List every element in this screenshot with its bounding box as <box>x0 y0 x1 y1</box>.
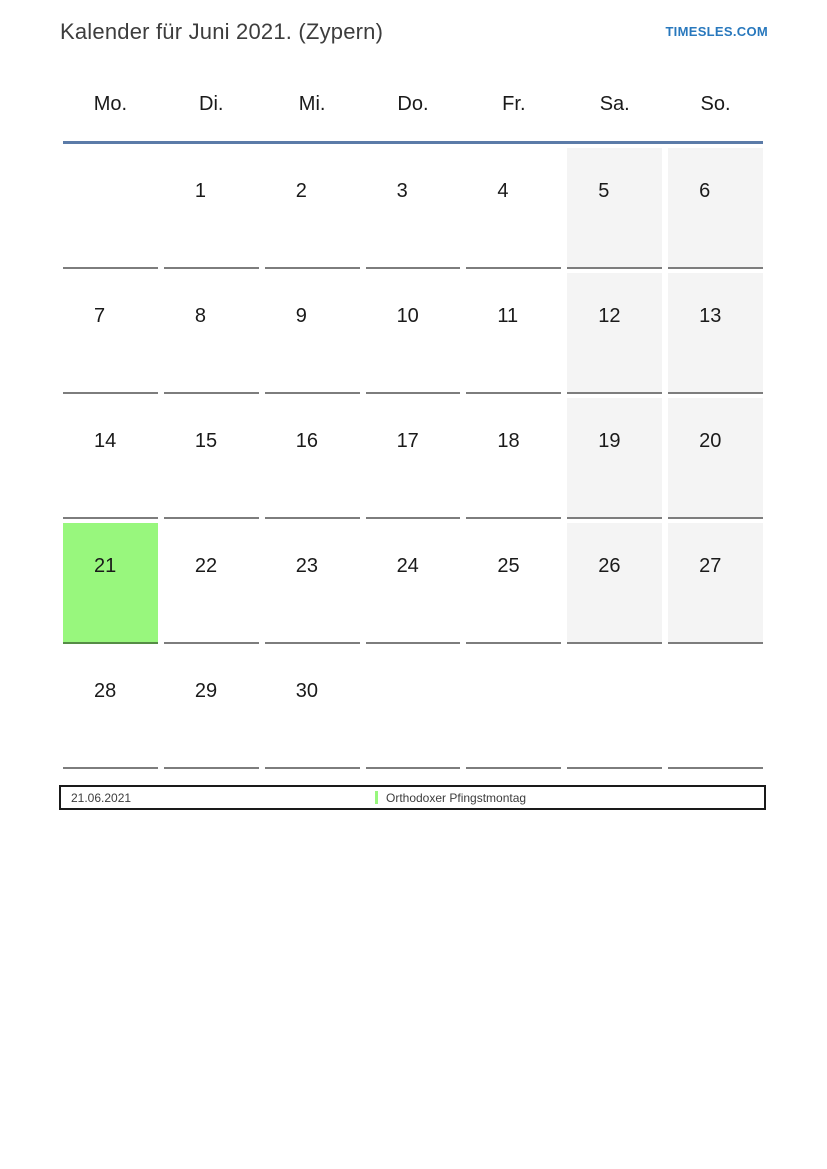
calendar-weeks <box>63 144 763 769</box>
day-cell-fill <box>567 273 662 394</box>
day-number: 17 <box>396 430 419 452</box>
day-cell-fill <box>265 398 360 519</box>
weekday-header-fr: Fr. <box>502 93 526 115</box>
day-cell-fill <box>466 398 561 519</box>
day-number: 5 <box>598 180 610 202</box>
day-number: 24 <box>396 555 419 577</box>
day-number: 30 <box>295 680 318 702</box>
day-number: 7 <box>94 305 106 327</box>
day-cell-fill <box>164 148 259 269</box>
day-cell-fill <box>265 148 360 269</box>
day-number: 11 <box>497 305 519 327</box>
day-cell-fill <box>366 523 461 644</box>
event-marker-icon <box>375 791 378 804</box>
day-cell-7 <box>63 269 158 394</box>
day-number: 29 <box>194 680 218 702</box>
day-cell-21 <box>63 519 158 644</box>
day-cell-fill <box>164 398 259 519</box>
day-cell-fill <box>567 523 662 644</box>
day-cell-14 <box>63 394 158 519</box>
week-row <box>63 269 763 394</box>
day-cell-empty <box>466 644 561 769</box>
day-cell-empty <box>668 644 763 769</box>
day-number: 1 <box>194 180 206 202</box>
weekday-header-sa: Sa. <box>599 93 630 115</box>
day-cell-12 <box>567 269 662 394</box>
day-cell-fill <box>567 648 662 769</box>
day-cell-fill <box>63 273 158 394</box>
day-cell-fill <box>63 148 158 269</box>
day-cell-fill <box>265 648 360 769</box>
day-cell-16 <box>265 394 360 519</box>
day-cell-2 <box>265 144 360 269</box>
day-cell-fill <box>164 273 259 394</box>
day-cell-fill <box>164 648 259 769</box>
day-number: 2 <box>295 180 307 202</box>
day-cell-3 <box>366 144 461 269</box>
day-cell-fill <box>567 398 662 519</box>
day-cell-1 <box>164 144 259 269</box>
day-number: 20 <box>699 430 722 452</box>
week-row <box>63 519 763 644</box>
day-cell-18 <box>466 394 561 519</box>
day-number: 26 <box>598 555 621 577</box>
day-number: 16 <box>295 430 318 452</box>
holiday-date: 21.06.2021 <box>71 790 132 805</box>
day-cell-5 <box>567 144 662 269</box>
day-cell-fill <box>366 273 461 394</box>
day-number: 19 <box>598 430 621 452</box>
day-cell-fill <box>668 398 763 519</box>
day-number: 28 <box>94 680 117 702</box>
day-number: 6 <box>699 180 711 202</box>
weekday-header-do: Do. <box>397 93 429 115</box>
day-cell-23 <box>265 519 360 644</box>
day-cell-fill <box>164 523 259 644</box>
day-cell-fill <box>366 398 461 519</box>
day-cell-fill <box>466 148 561 269</box>
weekday-header-mo: Mo. <box>93 93 128 115</box>
day-number: 3 <box>396 180 408 202</box>
day-number: 27 <box>699 555 722 577</box>
day-cell-fill <box>668 523 763 644</box>
day-number: 22 <box>194 555 218 577</box>
day-cell-27 <box>668 519 763 644</box>
day-cell-fill <box>466 523 561 644</box>
day-cell-30 <box>265 644 360 769</box>
day-cell-4 <box>466 144 561 269</box>
day-cell-22 <box>164 519 259 644</box>
day-number: 9 <box>295 305 307 327</box>
week-row <box>63 394 763 519</box>
day-cell-fill <box>366 648 461 769</box>
week-row <box>63 144 763 269</box>
day-cell-fill <box>366 148 461 269</box>
day-cell-empty <box>63 144 158 269</box>
brand-link[interactable]: TIMESLES.COM <box>665 24 768 39</box>
day-cell-fill <box>63 398 158 519</box>
day-number: 13 <box>699 305 722 327</box>
day-cell-fill <box>63 648 158 769</box>
day-cell-8 <box>164 269 259 394</box>
day-cell-19 <box>567 394 662 519</box>
day-cell-fill <box>567 148 662 269</box>
day-cell-13 <box>668 269 763 394</box>
weekday-header-row <box>63 85 763 144</box>
calendar-grid <box>63 85 763 769</box>
day-cell-17 <box>366 394 461 519</box>
day-number: 14 <box>94 430 117 452</box>
day-cell-empty <box>366 644 461 769</box>
day-cell-20 <box>668 394 763 519</box>
day-cell-15 <box>164 394 259 519</box>
day-cell-11 <box>466 269 561 394</box>
day-number: 12 <box>598 305 621 327</box>
day-number: 21 <box>94 555 117 577</box>
week-row <box>63 644 763 769</box>
day-cell-6 <box>668 144 763 269</box>
weekday-header-so: So. <box>700 93 731 115</box>
day-cell-fill <box>668 148 763 269</box>
day-cell-fill <box>466 648 561 769</box>
day-cell-25 <box>466 519 561 644</box>
day-cell-empty <box>567 644 662 769</box>
day-cell-26 <box>567 519 662 644</box>
day-number: 25 <box>497 555 520 577</box>
page-title: Kalender für Juni 2021. (Zypern) <box>60 19 384 44</box>
day-number: 18 <box>497 430 520 452</box>
day-cell-28 <box>63 644 158 769</box>
day-cell-fill <box>466 273 561 394</box>
day-number: 4 <box>497 180 509 202</box>
day-cell-9 <box>265 269 360 394</box>
day-cell-29 <box>164 644 259 769</box>
day-number: 8 <box>194 305 206 327</box>
day-cell-fill <box>63 523 158 644</box>
weekday-header-di: Di. <box>199 93 224 115</box>
day-cell-24 <box>366 519 461 644</box>
holiday-name: Orthodoxer Pfingstmontag <box>386 790 527 805</box>
holiday-entry <box>375 791 526 805</box>
day-cell-fill <box>668 273 763 394</box>
weekday-header-mi: Mi. <box>298 93 326 115</box>
holiday-legend <box>59 785 766 810</box>
day-cell-fill <box>265 523 360 644</box>
day-number: 23 <box>295 555 318 577</box>
day-number: 15 <box>194 430 218 452</box>
day-number: 10 <box>396 305 419 327</box>
day-cell-fill <box>668 648 763 769</box>
day-cell-10 <box>366 269 461 394</box>
day-cell-fill <box>265 273 360 394</box>
